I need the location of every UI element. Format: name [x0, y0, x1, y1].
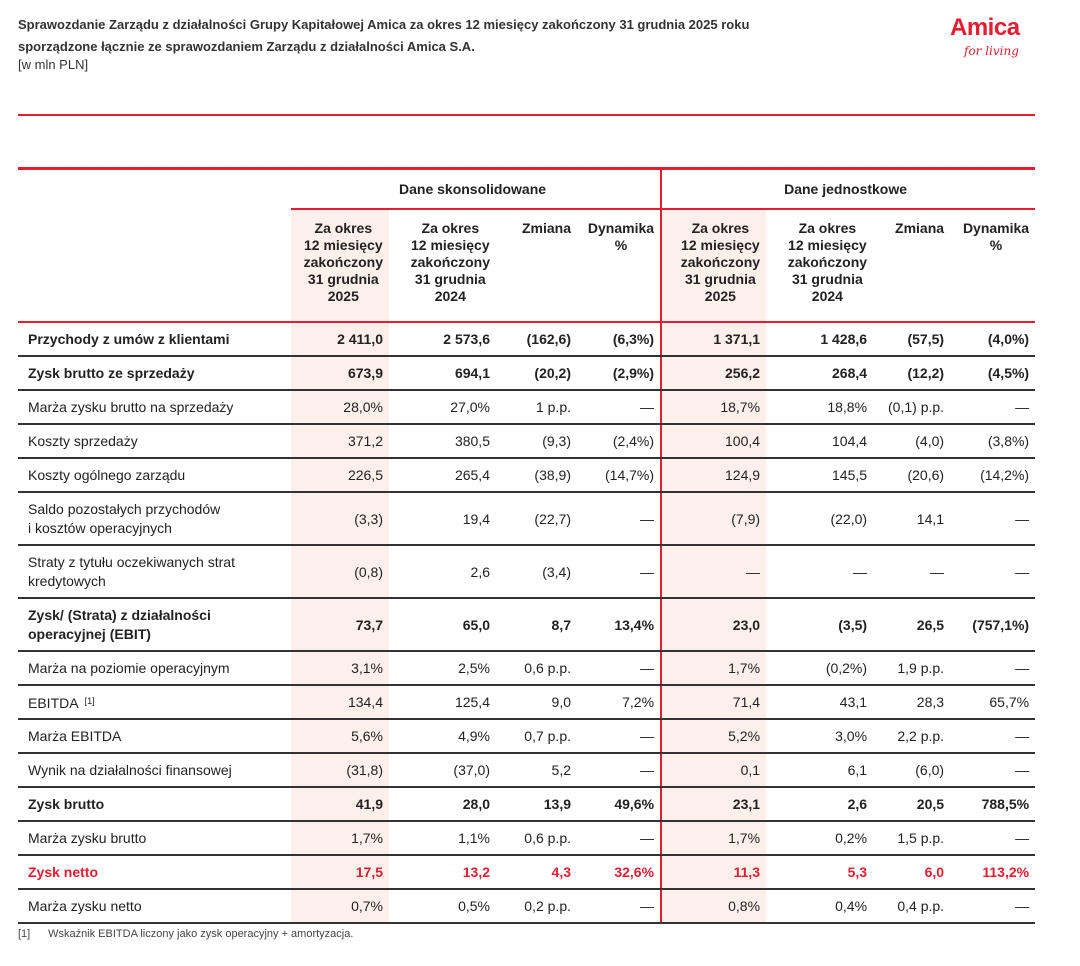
table-row: [18, 651, 1035, 685]
column-header-line: Za okres: [798, 220, 857, 236]
column-header-line: 31 grudnia: [791, 271, 863, 287]
footnote-reference: [1]: [84, 695, 95, 706]
table-cell: 0,2%: [766, 821, 873, 855]
row-label-line: i kosztów operacyjnych: [28, 519, 172, 536]
row-label: [18, 651, 291, 685]
table-cell: —: [766, 545, 873, 598]
row-label: [18, 356, 291, 390]
table-cell: —: [950, 545, 1035, 598]
table-cell: 7,2%: [577, 685, 661, 719]
row-label: [18, 855, 291, 889]
row-label-line: Zysk brutto: [28, 795, 105, 812]
table-cell: 1 428,6: [766, 322, 873, 356]
table-body: [18, 322, 1035, 923]
row-label: [18, 719, 291, 753]
table-cell: 1 371,1: [661, 322, 766, 356]
row-label-line: Marża zysku brutto na sprzedaży: [28, 398, 234, 415]
table-cell: 19,4: [389, 492, 496, 545]
column-header-consolidated-period-2024: [389, 209, 496, 322]
table-cell: —: [950, 390, 1035, 424]
row-label-line: Przychody z umów z klientami: [28, 330, 230, 347]
column-header-consolidated-dynamics: [577, 209, 661, 322]
table-cell: 28,0: [389, 787, 496, 821]
table-cell: 371,2: [291, 424, 389, 458]
table-row: [18, 753, 1035, 787]
logo-tagline: for living: [964, 44, 1019, 58]
row-label: [18, 492, 291, 545]
column-header-consolidated-period-2025: [291, 209, 389, 322]
column-header-line: zakończony: [680, 254, 761, 270]
table-cell: 125,4: [389, 685, 496, 719]
column-header-standalone-period-2024: [766, 209, 873, 322]
table-cell: 134,4: [291, 685, 389, 719]
table-cell: 1,5 p.p.: [873, 821, 950, 855]
table-cell: 694,1: [389, 356, 496, 390]
table-row: [18, 545, 1035, 598]
table-cell: —: [577, 390, 661, 424]
table-cell: 6,0: [873, 855, 950, 889]
table-cell: 1,7%: [661, 651, 766, 685]
table-cell: 0,2 p.p.: [496, 889, 577, 923]
table-cell: (37,0): [389, 753, 496, 787]
table-cell: 0,7 p.p.: [496, 719, 577, 753]
footnote-number: [1]: [18, 928, 31, 940]
table-cell: 0,4%: [766, 889, 873, 923]
financial-summary-table: [18, 167, 1035, 924]
table-cell: —: [661, 545, 766, 598]
table-cell: 145,5: [766, 458, 873, 492]
table-cell: 18,7%: [661, 390, 766, 424]
table-cell: 73,7: [291, 598, 389, 651]
column-header-line: Dynamika: [962, 220, 1030, 236]
column-header-empty: [18, 209, 291, 322]
column-header-line: zakończony: [303, 254, 383, 270]
row-label-line: Saldo pozostałych przychodów: [28, 500, 221, 517]
table-row: [18, 685, 1035, 719]
row-label-line: Zysk netto: [28, 863, 99, 880]
table-cell: 4,3: [496, 855, 577, 889]
column-header-line: 12 miesięcy: [411, 237, 490, 253]
table-row: [18, 889, 1035, 923]
table-cell: 788,5%: [950, 787, 1035, 821]
table-cell: 41,9: [291, 787, 389, 821]
table-cell: (22,0): [766, 492, 873, 545]
table-cell: 673,9: [291, 356, 389, 390]
table-cell: 8,7: [496, 598, 577, 651]
table-cell: 265,4: [389, 458, 496, 492]
table-cell: 2 573,6: [389, 322, 496, 356]
table-cell: 1,1%: [389, 821, 496, 855]
row-label-line: Straty z tytułu oczekiwanych strat: [28, 553, 235, 570]
table-cell: 2,2 p.p.: [873, 719, 950, 753]
table-cell: 32,6%: [577, 855, 661, 889]
table-cell: 1,7%: [291, 821, 389, 855]
table-cell: (14,2%): [950, 458, 1035, 492]
column-header-line: %: [614, 237, 628, 253]
table-cell: (31,8): [291, 753, 389, 787]
row-label-line: Marża zysku netto: [28, 897, 142, 914]
column-header-line: Zmiana: [895, 220, 945, 236]
table-cell: 26,5: [873, 598, 950, 651]
table-cell: 28,3: [873, 685, 950, 719]
table-cell: 20,5: [873, 787, 950, 821]
table-cell: —: [577, 719, 661, 753]
table-cell: 1 p.p.: [496, 390, 577, 424]
table-cell: (2,4%): [577, 424, 661, 458]
column-header-line: 31 grudnia: [307, 271, 379, 287]
row-label-text: EBITDA: [28, 694, 79, 711]
column-header-standalone-period-2025: [661, 209, 766, 322]
table-cell: (14,7%): [577, 458, 661, 492]
column-header-standalone-dynamics: [950, 209, 1035, 322]
table-cell: —: [950, 821, 1035, 855]
column-header-line: Za okres: [691, 220, 750, 236]
table-cell: 0,7%: [291, 889, 389, 923]
row-label: [18, 545, 291, 598]
table-cell: —: [577, 753, 661, 787]
footnote-text: Wskaźnik EBITDA liczony jako zysk operacyjny + amortyzacja.: [48, 928, 354, 940]
table-row: [18, 322, 1035, 356]
row-label: [18, 753, 291, 787]
row-label-line: Zysk/ (Strata) z działalności: [28, 606, 211, 623]
table-cell: 14,1: [873, 492, 950, 545]
row-label: [18, 821, 291, 855]
logo-wordmark: Amica: [950, 14, 1020, 41]
table-cell: 226,5: [291, 458, 389, 492]
amica-logo: [950, 14, 1050, 64]
table-cell: —: [950, 719, 1035, 753]
row-label: [18, 458, 291, 492]
table-cell: 380,5: [389, 424, 496, 458]
table-row: [18, 855, 1035, 889]
table-cell: 23,0: [661, 598, 766, 651]
table-row: [18, 492, 1035, 545]
report-title-line-2: sporządzone łącznie ze sprawozdaniem Zarządu z działalności Amica S.A.: [18, 39, 475, 54]
row-label-line: Marża EBITDA: [28, 727, 122, 744]
table-cell: 6,1: [766, 753, 873, 787]
group-consolidated: Dane skonsolidowane: [291, 169, 661, 210]
table-row: [18, 719, 1035, 753]
group-standalone: Dane jednostkowe: [661, 169, 1035, 210]
column-header-line: Za okres: [421, 220, 480, 236]
table-cell: 0,6 p.p.: [496, 651, 577, 685]
row-label: [18, 322, 291, 356]
table-cell: 49,6%: [577, 787, 661, 821]
table-cell: 65,0: [389, 598, 496, 651]
table-cell: (0,2%): [766, 651, 873, 685]
table-cell: (22,7): [496, 492, 577, 545]
table-cell: —: [577, 651, 661, 685]
table-cell: —: [950, 651, 1035, 685]
table-cell: (57,5): [873, 322, 950, 356]
column-header-line: Zmiana: [521, 220, 571, 236]
table-cell: (4,0): [873, 424, 950, 458]
column-header-line: %: [989, 237, 1003, 253]
table-cell: —: [577, 821, 661, 855]
report-title: [18, 14, 918, 58]
table-cell: (4,5%): [950, 356, 1035, 390]
table-row: [18, 356, 1035, 390]
footnote: [18, 928, 353, 940]
table-cell: 71,4: [661, 685, 766, 719]
table-row: [18, 458, 1035, 492]
table-cell: 2 411,0: [291, 322, 389, 356]
table-cell: 18,8%: [766, 390, 873, 424]
table-row: [18, 787, 1035, 821]
table-cell: —: [577, 889, 661, 923]
column-header-line: 12 miesięcy: [681, 237, 760, 253]
table-cell: 113,2%: [950, 855, 1035, 889]
row-label: [18, 424, 291, 458]
table-cell: 1,7%: [661, 821, 766, 855]
table-cell: (757,1%): [950, 598, 1035, 651]
table-cell: 11,3: [661, 855, 766, 889]
table-cell: 17,5: [291, 855, 389, 889]
table-cell: (6,3%): [577, 322, 661, 356]
table-cell: —: [950, 492, 1035, 545]
table-cell: 268,4: [766, 356, 873, 390]
row-label: [18, 685, 291, 719]
table-cell: 0,5%: [389, 889, 496, 923]
table-cell: 1,9 p.p.: [873, 651, 950, 685]
table-cell: 0,6 p.p.: [496, 821, 577, 855]
table-cell: 13,2: [389, 855, 496, 889]
table-cell: (0,8): [291, 545, 389, 598]
table-cell: 5,2%: [661, 719, 766, 753]
table-cell: (162,6): [496, 322, 577, 356]
table-cell: 4,9%: [389, 719, 496, 753]
header-divider: [18, 114, 1035, 116]
table-cell: (2,9%): [577, 356, 661, 390]
column-header-row: [18, 209, 1035, 322]
row-label-line: Wynik na działalności finansowej: [28, 761, 232, 778]
column-header-line: 12 miesięcy: [788, 237, 867, 253]
table-cell: (20,2): [496, 356, 577, 390]
table-cell: 2,6: [766, 787, 873, 821]
column-header-line: zakończony: [787, 254, 868, 270]
column-header-line: zakończony: [410, 254, 490, 270]
table-cell: 0,1: [661, 753, 766, 787]
table-cell: (6,0): [873, 753, 950, 787]
row-label-line: Marża zysku brutto: [28, 829, 147, 846]
table-cell: 0,4 p.p.: [873, 889, 950, 923]
group-header-row: [18, 169, 1035, 210]
column-header-line: 2024: [434, 288, 466, 304]
unit-label: [w mln PLN]: [18, 57, 89, 72]
table-cell: 5,6%: [291, 719, 389, 753]
column-header-line: 31 grudnia: [414, 271, 486, 287]
table-cell: (3,5): [766, 598, 873, 651]
column-header-line: 2024: [811, 288, 843, 304]
group-header-empty: [18, 169, 291, 210]
row-label-line: Marża na poziomie operacyjnym: [28, 659, 230, 676]
table-cell: 256,2: [661, 356, 766, 390]
table-cell: (3,4): [496, 545, 577, 598]
table-cell: (0,1) p.p.: [873, 390, 950, 424]
table-cell: (3,3): [291, 492, 389, 545]
row-label-line: Zysk brutto ze sprzedaży: [28, 364, 195, 381]
table-cell: 124,9: [661, 458, 766, 492]
table-cell: (12,2): [873, 356, 950, 390]
column-header-line: 2025: [704, 288, 736, 304]
row-label-line: [28, 692, 287, 713]
table-cell: (4,0%): [950, 322, 1035, 356]
table-row: [18, 821, 1035, 855]
table-cell: (3,8%): [950, 424, 1035, 458]
row-label-line: Koszty ogólnego zarządu: [28, 466, 186, 483]
table-cell: —: [873, 545, 950, 598]
table-cell: (20,6): [873, 458, 950, 492]
table-cell: (9,3): [496, 424, 577, 458]
row-label-line: Koszty sprzedaży: [28, 432, 138, 449]
row-label-line: operacyjnej (EBIT): [28, 625, 151, 642]
table-cell: 5,2: [496, 753, 577, 787]
report-title-line-1: Sprawozdanie Zarządu z działalności Grupy Kapitałowej Amica za okres 12 miesięcy zakończony 31 grudnia 2025 roku: [18, 17, 750, 32]
column-header-line: 12 miesięcy: [304, 237, 383, 253]
table-row: [18, 424, 1035, 458]
row-label: [18, 889, 291, 923]
table-cell: —: [577, 545, 661, 598]
table-cell: 0,8%: [661, 889, 766, 923]
table-cell: 27,0%: [389, 390, 496, 424]
table-cell: 2,6: [389, 545, 496, 598]
table-cell: (7,9): [661, 492, 766, 545]
column-header-line: 2025: [327, 288, 359, 304]
table-cell: —: [577, 492, 661, 545]
column-header-standalone-change: [873, 209, 950, 322]
row-label: [18, 390, 291, 424]
table-cell: 13,9: [496, 787, 577, 821]
table-row: [18, 598, 1035, 651]
column-header-line: Za okres: [314, 220, 373, 236]
table-cell: 9,0: [496, 685, 577, 719]
table-cell: 65,7%: [950, 685, 1035, 719]
table-cell: 28,0%: [291, 390, 389, 424]
table-cell: (38,9): [496, 458, 577, 492]
table-cell: —: [950, 753, 1035, 787]
row-label: [18, 787, 291, 821]
table-cell: 13,4%: [577, 598, 661, 651]
table-cell: —: [950, 889, 1035, 923]
column-header-line: 31 grudnia: [684, 271, 756, 287]
table-cell: 100,4: [661, 424, 766, 458]
table-cell: 23,1: [661, 787, 766, 821]
table-cell: 43,1: [766, 685, 873, 719]
table-cell: 3,1%: [291, 651, 389, 685]
column-header-consolidated-change: [496, 209, 577, 322]
table-row: [18, 390, 1035, 424]
row-label: [18, 598, 291, 651]
table-cell: 5,3: [766, 855, 873, 889]
table-cell: 104,4: [766, 424, 873, 458]
table-cell: 2,5%: [389, 651, 496, 685]
table-cell: 3,0%: [766, 719, 873, 753]
row-label-line: kredytowych: [28, 572, 106, 589]
column-header-line: Dynamika: [587, 220, 655, 236]
